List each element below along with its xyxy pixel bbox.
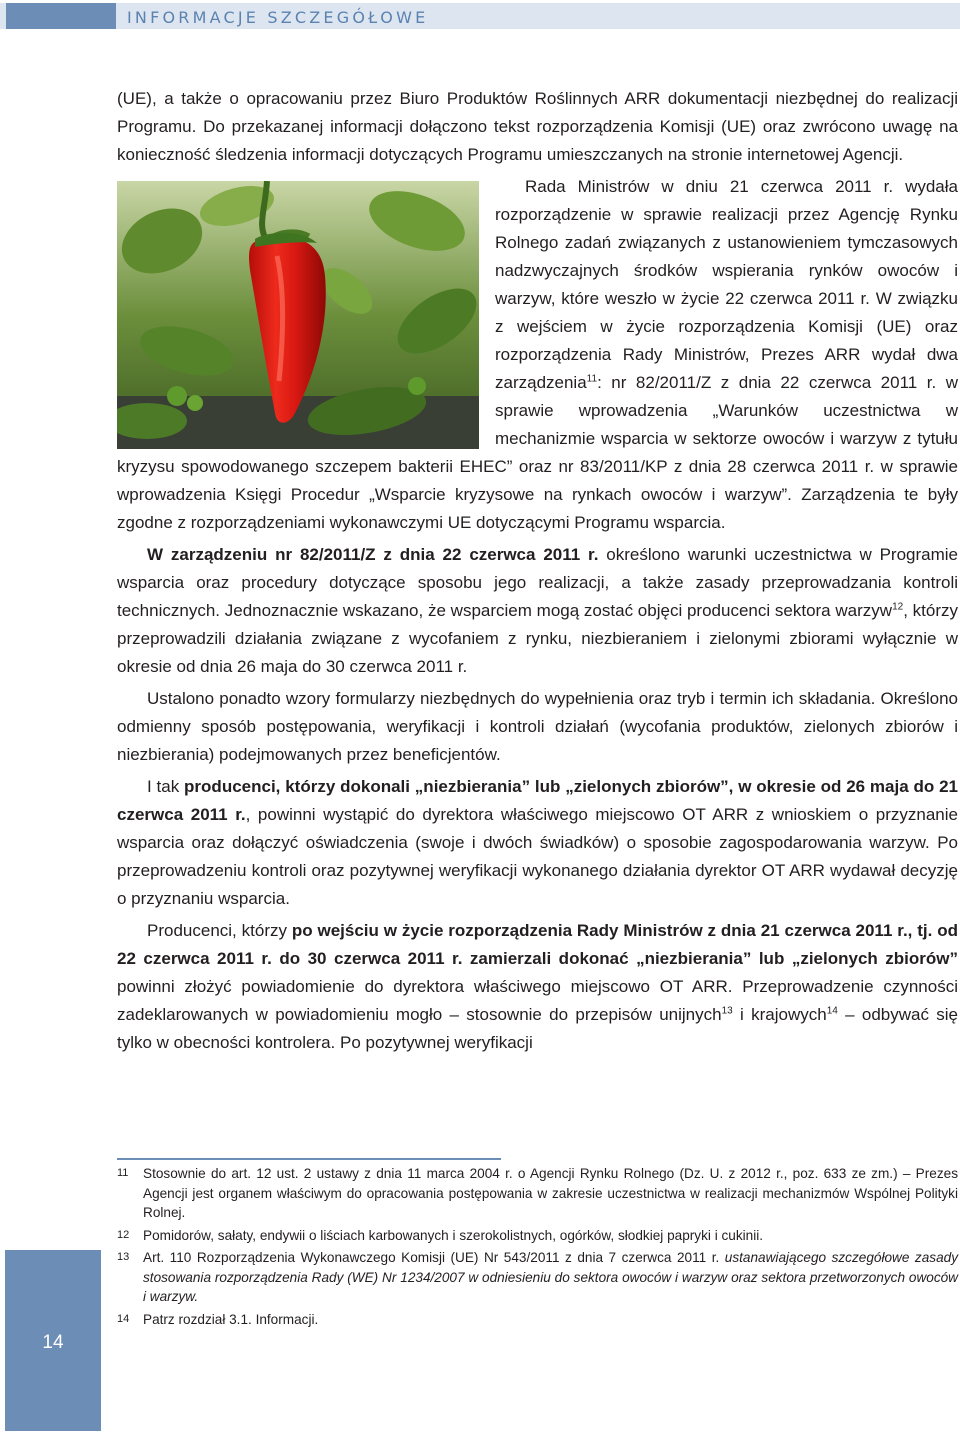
main-text [117, 85, 958, 1061]
footnote-ref-12[interactable]: 12 [892, 601, 904, 613]
footnotes [117, 1164, 958, 1332]
header-color-block [6, 3, 116, 29]
paragraph-2: Rada Ministrów w dniu 21 czerwca 2011 r. wydała rozporządzenie w sprawie realizacji przez Agencję Rynku Rolnego zadań związanych z ustanowieniem tymczasowych nadzwyczajnych środków wspierania rynków owoców i warzyw, które weszło w życie 22 czerwca 2011 r. W związku z wejściem w życie rozporządzenia Komisji (UE) oraz rozporządzenia Rady Ministrów, Prezes ARR wydał dwa zarządzenia$^{11}$: nr 82/2011/Z z dnia 22 czerwca 2011 r. w sprawie wprowadzenia „Warunków uczestnictwa w mechanizmie wsparcia w sektorze owoców i warzyw z tytułu kryzysu spowodowanego szczepem bakterii EHEC” oraz nr 83/2011/KP z dnia 28 czerwca 2011 r. w sprawie wprowadzenia Księgi Procedur „Wsparcie kryzysowe na rynkach owoców i warzyw”. Zarządzenia te były zgodne z rozporządzeniami wykonawczymi UE dotyczącymi Programu wsparcia. [117, 177, 958, 532]
footnote-text: Stosownie do art. 12 ust. 2 ustawy z dnia 11 marca 2004 r. o Agencji Rynku Rolnego (Dz. U. z 2012 r., poz. 633 ze zm.) – Prezes Agencji jest organem właściwym do opracowania postępowania w zakresie uczestnictwa w realizacji mechanizmów Wspólnej Polityki Rolnej. [143, 1166, 958, 1220]
red-pepper-photo [117, 181, 479, 449]
footnote-ref-14[interactable]: 14 [826, 1005, 838, 1017]
footnote-text: Pomidorów, sałaty, endywii o liściach karbowanych i szerokolistnych, ogórków, słodkiej papryki i cukinii. [143, 1227, 764, 1243]
paragraph-4: Ustalono ponadto wzory formularzy niezbędnych do wypełnienia oraz tryb i termin ich składania. Określono odmienny sposób postępowania, weryfikacji i kontroli działań (wycofania produktów, zielonych zbiorów i niezbierania) podejmowanych przez beneficjentów. [117, 689, 958, 764]
footnote-text: Art. 110 Rozporządzenia Wykonawczego Komisji (UE) Nr 543/2011 z dnia 7 czerwca 2011 r. ustanawiającego szczegółowe zasady stosowania rozporządzenia Rady (WE) Nr 1234/2007 w odniesieniu do sektora owoców i warzyw oraz sektora przetworzonych owoców i warzyw. [143, 1250, 958, 1304]
footnote-number: 13 [117, 1251, 130, 1263]
footnote-13 [117, 1248, 958, 1307]
paragraph-3: W zarządzeniu nr 82/2011/Z z dnia 22 czerwca 2011 r. określono warunki uczestnictwa w Programie wsparcia oraz procedury dotyczące sposobu jego realizacji, a także zasady przeprowadzania kontroli technicznych. Jednoznacznie wskazano, że wsparciem mogą zostać objęci producenci sektora warzyw$^{12}$, którzy przeprowadzili działania związane z wycofaniem z rynku, niezbieraniem i zielonymi zbiorami wyłącznie w okresie od dnia 26 maja do 30 czerwca 2011 r. [117, 545, 958, 676]
footnote-12 [117, 1226, 958, 1246]
header-bar [0, 3, 960, 29]
page-number-box [5, 1250, 101, 1431]
footnote-ref-13[interactable]: 13 [721, 1005, 733, 1017]
footnote-text: Patrz rozdział 3.1. Informacji. [143, 1311, 319, 1327]
section-title: INFORMACJE SZCZEGÓŁOWE [127, 8, 429, 27]
paragraph-6: Producenci, którzy po wejściu w życie rozporządzenia Rady Ministrów z dnia 21 czerwca 2011 r., tj. od 22 czerwca 2011 r. do 30 czerwca 2011 r. zamierzali dokonać „niezbierania” lub „zielonych zbiorów” powinni złożyć powiadomienie do dyrektora właściwego miejscowo OT ARR. Przeprowadzenie czynności zadeklarowanych w powiadomieniu mogło – stosownie do przepisów unijnych$^{13}$ i krajowych$^{14}$ – odbywać się tylko w obecności kontrolera. Po pozytywnej weryfikacji [117, 921, 958, 1052]
paragraph-5: I tak producenci, którzy dokonali „niezbierania” lub „zielonych zbiorów”, w okresie od 26 maja do 21 czerwca 2011 r., powinni wystąpić do dyrektora właściwego miejscowo OT ARR z wnioskiem o przyznanie wsparcia oraz dołączyć oświadczenia (swoje i dwóch świadków) o sposobie zagospodarowania warzyw. Po przeprowadzeniu kontroli oraz pozytywnej weryfikacji wykonanego działania dyrektor OT ARR wydawał decyzję o przyznaniu wsparcia. [117, 777, 958, 908]
footnote-number: 14 [117, 1312, 130, 1325]
footnote-11 [117, 1164, 958, 1223]
footnote-ref-11[interactable]: 11 [586, 373, 598, 385]
paragraph-1: (UE), a także o opracowaniu przez Biuro Produktów Roślinnych ARR dokumentacji niezbędnej do realizacji Programu. Do przekazanej informacji dołączono tekst rozporządzenia Komisji (UE) oraz zwrócono uwagę na konieczność śledzenia informacji dotyczących Programu umieszczanych na stronie internetowej Agencji. [117, 89, 958, 164]
page-number: 14 [42, 1332, 64, 1353]
footnote-divider [117, 1158, 501, 1160]
footnote-number: 12 [117, 1228, 130, 1241]
footnote-number: 11 [117, 1167, 129, 1179]
footnote-14 [117, 1310, 958, 1330]
